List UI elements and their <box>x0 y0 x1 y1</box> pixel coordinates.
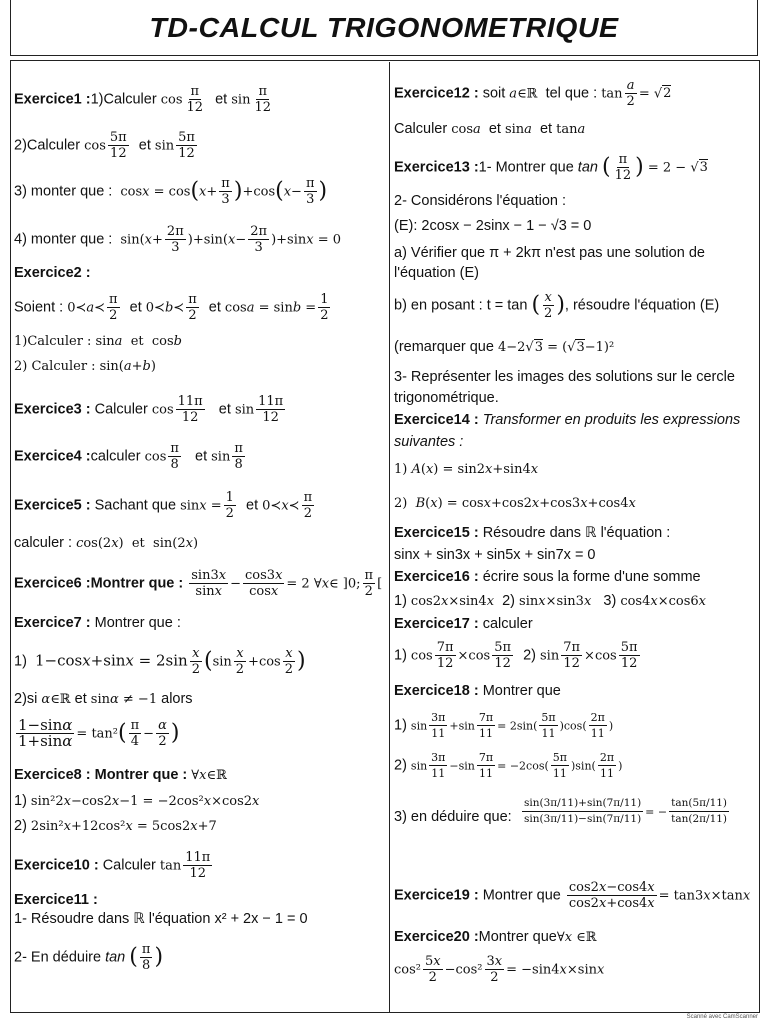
ex17-items: 1) cos $\frac{7\pi}{12}$ ×cos $\frac{5\pi}{12}$ 2) sin $\frac{7\pi}{12}$ ×cos $\frac{5\pi}{12}$ <box>394 640 638 671</box>
ex14-text1: Transformer en produits les expressions <box>482 412 741 428</box>
ex12-text: soit <box>482 85 506 102</box>
ex8-q2: 2) 2sin²x+12cos²x = 5cos2x+7 <box>14 818 217 834</box>
ex17-label: Exercice17 : <box>394 616 479 632</box>
ex1-q1: Exercice1 :1)Calculer cos $\frac{\pi}{12}$ et sin $\frac{\pi}{12}$ <box>14 84 271 115</box>
ex11-q2: 2- En déduire tan ( $\frac{\pi}{8}$ ) <box>14 942 164 973</box>
ex16-text: écrire sous la forme d'une somme <box>482 569 701 585</box>
ex13-qa2: l'équation (E) <box>394 265 479 281</box>
ex2-q2: 2) Calculer : sin(a+b) <box>14 359 156 374</box>
ex12-tel: tel que : <box>545 85 598 102</box>
ex14-label: Exercice14 : <box>394 412 479 428</box>
ex6: Exercice6 :Montrer que : $\frac{\sin 3x}{\sin x}$ − $\frac{\cos 3x}{\cos x}$ = 2 ∀x∈ ]0; $\frac{\pi}{2}$ [ <box>14 568 383 599</box>
ex17-text: calculer <box>482 616 533 632</box>
ex13-rem: (remarquer que 4−2√3 = (√3−1)² <box>394 339 615 355</box>
scanner-watermark: Scanné avec CamScanner <box>686 1014 758 1020</box>
ex7-q2-eq: $\frac{1-\sin\alpha}{1+\sin\alpha}$ = tan²( $\frac{\pi}{4}$ − $\frac{\alpha}{2}$ ) <box>18 716 180 750</box>
ex12-label: Exercice12 : <box>394 85 479 102</box>
ex13-qb2-text: , résoudre l'équation (E) <box>564 297 720 314</box>
ex13-q2: 2- Considérons l'équation : <box>394 193 567 209</box>
ex16-items: 1) cos2x×sin4x 2) sinx×sin3x 3) cos4x×cos6x <box>394 593 707 609</box>
ex8: Exercice8 : Montrer que : ∀x∈ℝ <box>14 767 227 783</box>
ex1-label: Exercice1 : <box>14 91 91 108</box>
ex8-label: Exercice8 : <box>14 767 91 783</box>
ex11-label: Exercice11 : <box>14 892 98 908</box>
ex5-calc: calculer : cos(2x) et sin(2x) <box>14 535 199 551</box>
ex6-text: Montrer que : <box>90 575 184 592</box>
ex11-q2-text: 2- En déduire <box>14 949 102 966</box>
ex13-eq: (E): 2cosx − 2sinx − 1 − √3 = 0 <box>394 218 592 234</box>
ex7-alors: alors <box>161 691 193 707</box>
ex1-q3-text: 3) monter que : <box>14 183 113 200</box>
ex1-q2-text: 2)Calculer <box>14 137 81 154</box>
ex18-q3 <box>394 808 512 826</box>
ex2-q1-text: 1)Calculer : <box>14 334 92 349</box>
ex20: Exercice20 :Montrer que∀x ∈ℝ <box>394 929 597 945</box>
ex15-text: Résoudre dans ℝ l'équation : <box>482 525 671 541</box>
ex19: Exercice19 : Montrer que $\frac{\cos 2x-\cos 4x}{\cos 2x+\cos 4x}$ = tan3x×tanx <box>394 880 751 911</box>
page-title: TD-CALCUL TRIGONOMETRIQUE <box>149 11 619 43</box>
ex1-q3: 3) monter que : cosx = cos(x+ $\frac{\pi}{3}$ )+cos(x− $\frac{\pi}{3}$ ) <box>14 176 328 207</box>
ex10-text: Calculer <box>102 857 156 874</box>
ex13-rem-text: (remarquer que <box>394 339 494 355</box>
ex14 <box>394 411 740 429</box>
ex7-q1: 1) 1−cosx+sinx = 2sin $\frac{x}{2}$ (sin $\frac{x}{2}$ +cos $\frac{x}{2}$ ) <box>14 646 306 677</box>
ex2-q2-text: 2) Calculer : <box>14 359 96 374</box>
ex18-text: Montrer que <box>482 683 561 699</box>
ex16-label: Exercice16 : <box>394 569 479 585</box>
ex5: Exercice5 : Sachant que sinx = $\frac{1}{2}$ et 0≺x≺ $\frac{\pi}{2}$ <box>14 490 313 521</box>
ex18-label: Exercice18 : <box>394 683 479 699</box>
ex19-text: Montrer que <box>482 887 561 904</box>
ex14-text2: suivantes : <box>394 434 464 450</box>
ex19-label: Exercice19 : <box>394 887 479 904</box>
ex4-text: calculer <box>90 448 141 465</box>
ex1-q4: 4) monter que : sin(x+ $\frac{2\pi}{3}$ )+sin(x− $\frac{2\pi}{3}$ )+sinx = 0 <box>14 224 342 255</box>
ex13-label: Exercice13 : <box>394 159 479 176</box>
ex20-eq: cos² $\frac{5x}{2}$ −cos² $\frac{3x}{2}$ = −sin4x×sinx <box>394 954 605 985</box>
ex2-label: Exercice2 : <box>14 265 91 281</box>
ex14-q1: 1) A(x) = sin2x+sin4x <box>394 462 539 477</box>
ex12-calc: Calculer cosa et sina et tana <box>394 121 586 137</box>
ex14-q2: 2) B(x) = cosx+cos2x+cos3x+cos4x <box>394 496 636 511</box>
ex2-soient-text: Soient : <box>14 299 64 316</box>
ex2-soient: Soient : 0≺a≺ $\frac{\pi}{2}$ et 0≺b≺ $\frac{\pi}{2}$ et cosa = sinb = $\frac{1}{2}$ <box>14 292 329 323</box>
ex5-text: Sachant que <box>94 497 177 514</box>
ex18 <box>394 682 561 700</box>
ex3-text: Calculer <box>94 401 148 418</box>
ex12-calc-text: Calculer <box>394 121 448 137</box>
ex13-qa1: a) Vérifier que π + 2kπ n'est pas une solution de <box>394 245 705 261</box>
ex17 <box>394 615 533 633</box>
ex7-q2: 2)si α∈ℝ et sinα ≠ −1 alors <box>14 691 193 707</box>
ex6-label: Exercice6 : <box>14 575 91 592</box>
ex3-label: Exercice3 : <box>14 401 91 418</box>
ex8-text: Montrer que : <box>94 767 188 783</box>
ex20-text: Montrer que <box>478 929 557 945</box>
ex4: Exercice4 :calculer cos $\frac{\pi}{8}$ et sin $\frac{\pi}{8}$ <box>14 441 243 472</box>
ex8-q1: 1) sin²2x−cos2x−1 = −2cos²x×cos2x <box>14 793 260 809</box>
ex1-q4-text: 4) monter que : <box>14 231 113 248</box>
ex15 <box>394 524 670 542</box>
ex7-text: Montrer que : <box>94 615 181 631</box>
ex15-eq: sinx + sin3x + sin5x + sin7x = 0 <box>394 547 596 563</box>
ex11-q1: 1- Résoudre dans ℝ l'équation x² + 2x − 1 = 0 <box>14 911 308 927</box>
ex7 <box>14 614 181 632</box>
ex13-q3b: trigonométrique. <box>394 390 499 406</box>
ex13-qb-text: b) en posant : t = tan <box>394 297 528 314</box>
ex2-q1: 1)Calculer : sina et cosb <box>14 334 182 349</box>
ex20-label: Exercice20 : <box>394 929 479 945</box>
ex10-label: Exercice10 : <box>14 857 99 874</box>
ex16 <box>394 568 701 586</box>
ex1-q1-text: 1)Calculer <box>90 91 157 108</box>
column-divider <box>389 62 390 1012</box>
ex5-calc-text: calculer : <box>14 535 73 551</box>
ex15-label: Exercice15 : <box>394 525 479 541</box>
ex18-q2: 2) sin $\frac{3\pi}{11}$ −sin $\frac{7\pi}{11}$ = −2cos( $\frac{5\pi}{11}$ )sin( $\frac{2\pi}{11}$ ) <box>394 751 623 780</box>
ex13: Exercice13 :1- Montrer que tan ( $\frac{\pi}{12}$ ) = 2 − √3 <box>394 152 708 183</box>
ex5-label: Exercice5 : <box>14 497 91 514</box>
ex18-q3-eq: $\frac{\sin(3\pi/11)+\sin(7\pi/11)}{\sin(3\pi/11)-\sin(7\pi/11)}$ = − $\frac{\tan(5\pi/11)}{\tan(2\pi/11)}$ <box>524 797 728 825</box>
ex18-q3-text: 3) en déduire que: <box>394 809 512 825</box>
ex7-label: Exercice7 : <box>14 615 91 631</box>
ex13-q3a: 3- Représenter les images des solutions sur le cercle <box>394 369 735 385</box>
title-box <box>10 0 758 56</box>
ex3: Exercice3 : Calculer cos $\frac{11\pi}{12}$ et sin $\frac{11\pi}{12}$ <box>14 394 284 425</box>
ex10: Exercice10 : Calculer tan $\frac{11\pi}{12}$ <box>14 850 211 881</box>
ex12: Exercice12 : soit a∈ℝ tel que : tan $\frac{a}{2}$ = √2 <box>394 78 672 109</box>
ex18-q1: 1) sin $\frac{3\pi}{11}$ +sin $\frac{7\pi}{11}$ = 2sin( $\frac{5\pi}{11}$ )cos( $\frac{2\pi}{11}$ ) <box>394 711 614 740</box>
ex13-q1: 1- Montrer que <box>478 159 574 176</box>
ex1-q2: 2)Calculer cos $\frac{5\pi}{12}$ et sin $\frac{5\pi}{12}$ <box>14 130 195 161</box>
ex7-q2-text: 2)si <box>14 691 38 707</box>
ex13-qb: b) en posant : t = tan ( $\frac{x}{2}$ ), résoudre l'équation (E) <box>394 290 720 321</box>
ex4-label: Exercice4 : <box>14 448 91 465</box>
